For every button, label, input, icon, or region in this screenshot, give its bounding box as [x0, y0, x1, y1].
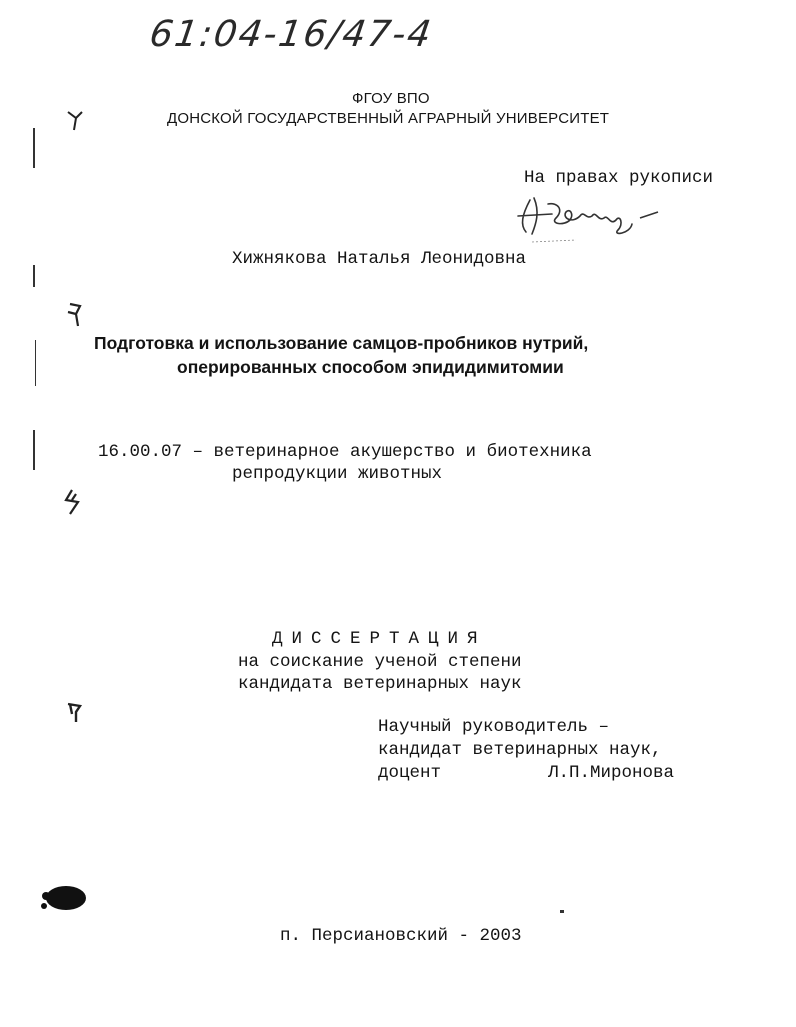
- author-name: Хижнякова Наталья Леонидовна: [232, 249, 527, 269]
- binding-mark-icon: [64, 108, 86, 134]
- margin-scan-line: [33, 430, 35, 470]
- university-name: ДОНСКОЙ ГОСУДАРСТВЕННЫЙ АГРАРНЫЙ УНИВЕРСИТЕТ: [167, 110, 610, 127]
- specialty-line-1: 16.00.07 – ветеринарное акушерство и биотехника: [98, 442, 592, 462]
- supervisor-line-1: Научный руководитель –: [378, 717, 610, 737]
- title-line-1: Подготовка и использование самцов-пробников нутрий,: [94, 333, 589, 353]
- header-line-1: ФГОУ ВПО: [352, 90, 430, 107]
- binding-mark-icon: [64, 700, 86, 726]
- thesis-line-1: на соискание ученой степени: [238, 652, 522, 672]
- margin-scan-line: [35, 340, 36, 386]
- signature: [512, 190, 672, 250]
- supervisor-role: доцент: [378, 763, 442, 783]
- place-year: п. Персиановский - 2003: [280, 926, 522, 946]
- supervisor-name: Л.П.Миронова: [548, 763, 675, 783]
- binding-mark-icon: [64, 300, 86, 330]
- thesis-line-2: кандидата ветеринарных наук: [238, 674, 522, 694]
- margin-scan-line: [33, 265, 35, 287]
- margin-scan-line: [33, 128, 35, 168]
- supervisor-line-2: кандидат ветеринарных наук,: [378, 740, 662, 760]
- thesis-heading: ДИССЕРТАЦИЯ: [272, 629, 487, 649]
- ink-blot-icon: [36, 880, 92, 916]
- title-line-2: оперированных способом эпидидимитомии: [177, 357, 564, 377]
- binding-mark-icon: [62, 488, 84, 518]
- specialty-line-2: репродукции животных: [232, 464, 443, 484]
- handwritten-code: 61:04-16/47-4: [147, 14, 436, 55]
- scan-speck: [560, 910, 564, 913]
- rights-note: На правах рукописи: [524, 168, 714, 188]
